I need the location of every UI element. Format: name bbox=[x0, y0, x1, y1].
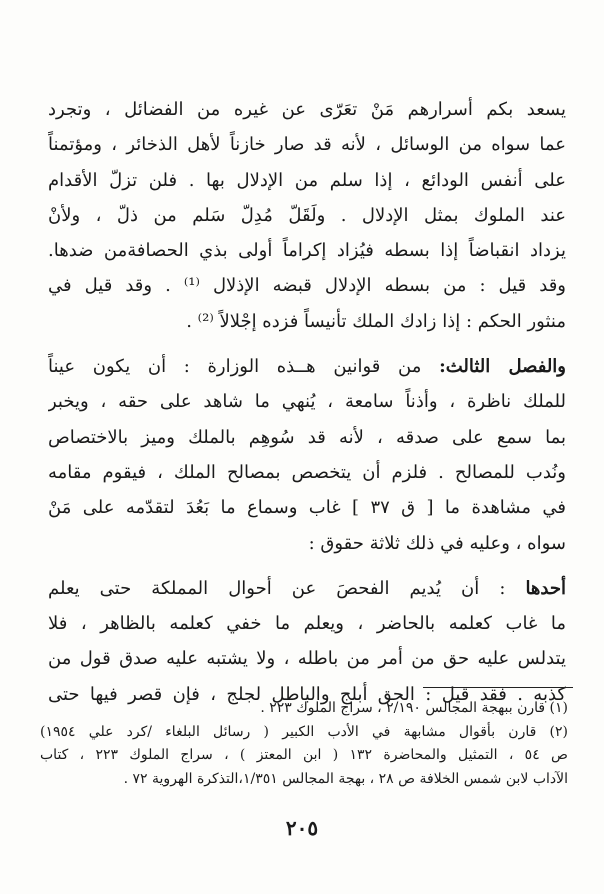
main-text bbox=[48, 92, 566, 712]
text-line bbox=[48, 571, 566, 606]
footnote-2-continued: الآداب لابن شمس الخلافة ص ٢٨ ، بهجة المجالس ١/٣٥١،التذكرة الهروية ٧٢ . bbox=[123, 770, 568, 787]
text-line bbox=[48, 349, 566, 384]
text-line-rest: : أن يُديم الفحصَ عن أحوال المملكة حتى يعلم bbox=[48, 577, 526, 599]
text-line: في مشاهدة ما [ ق ٣٧ ] غاب وسماع ما بَعُدَ لتقدّمه على مَنْ bbox=[48, 497, 566, 519]
text-line-rest: من قوانين هــذه الوزارة : أن يكون عيناً bbox=[48, 356, 440, 378]
page-number: ٢٠٥ bbox=[285, 816, 319, 840]
footnote-divider bbox=[423, 687, 573, 688]
footnote-2-continued: ص ٥٤ ، التمثيل والمحاضرة ١٣٢ ( ابن المعتز ) ، سراج الملوك ٢٢٣ ، كتاب bbox=[40, 747, 568, 763]
text-line: بما سمع على صدقه ، لأنه قد سُوهِم بالملك وميز بالاختصاص bbox=[48, 426, 566, 448]
footnote-1: (١) قارن ببهجة المجالس ٢/١٩٠ ، سراج الملوك ٢٢٣ . bbox=[260, 700, 568, 716]
first-right-paragraph bbox=[48, 571, 566, 712]
text-line: ونُدب للمصالح . فلزم أن يتخصص بمصالح الملك ، فيقوم مقامه bbox=[48, 461, 566, 483]
text-line: عند الملوك بمثل الإدلال . ولَقَلّ مُدِلّ سَلم من ذلّ ، ولأنْ bbox=[48, 204, 566, 226]
text-line: منثور الحكم : إذا زادك الملك تأنيساً فزده إجْلالاً ⁽²⁾ . bbox=[186, 310, 566, 332]
text-line: كذبه . فقد قيل : الحق أبلج والباطل لجلج ، فإن قصر فيها حتى bbox=[48, 683, 566, 705]
text-line: ما غاب كعلمه بالحاضر ، ويعلم ما خفي كعلمه بالظاهر ، فلا bbox=[48, 613, 566, 635]
section-3-heading: والفصل الثالث: bbox=[439, 356, 566, 378]
text-line: للملك ناظرة ، وأذناً سامعة ، يُنهي ما شاهد على حقه ، ويخبر bbox=[48, 391, 566, 413]
footnote-2: (٢) قارن بأقوال مشابهة في الأدب الكبير ( رسائل البلغاء /كرد علي ١٩٥٤) bbox=[40, 723, 568, 740]
text-line: على أنفس الودائع ، إذا سلم من الإدلال بها . فلن تزلّ الأقدام bbox=[48, 169, 566, 191]
text-line: يتدلس عليه حق من أمر من باطله ، ولا يشتبه عليه صدق قول من bbox=[48, 648, 566, 670]
text-line: سواه ، وعليه في ذلك ثلاثة حقوق : bbox=[308, 532, 566, 554]
text-line: يزداد انقباضاً إذا بسطه فيُزاد إكراماً أولى بذي الحصافةمن ضدها. bbox=[48, 240, 566, 262]
text-line: عما سواه من الوسائل ، لأنه قد صار خازناً لأهل الذخائر ، ومؤتمناً bbox=[48, 134, 566, 156]
section-3-paragraph bbox=[48, 349, 566, 561]
first-right-heading: أحدها bbox=[525, 577, 566, 599]
footnotes bbox=[40, 697, 568, 791]
text-line: يسعد بكم أسرارهم مَنْ تعَرّى عن غيره من الفضائل ، وتجرد bbox=[48, 99, 566, 120]
text-line: وقد قيل : من بسطه الإدلال قبضه الإذلال ⁽¹⁾ . وقد قيل في bbox=[48, 275, 566, 297]
paragraph-1 bbox=[48, 92, 566, 339]
